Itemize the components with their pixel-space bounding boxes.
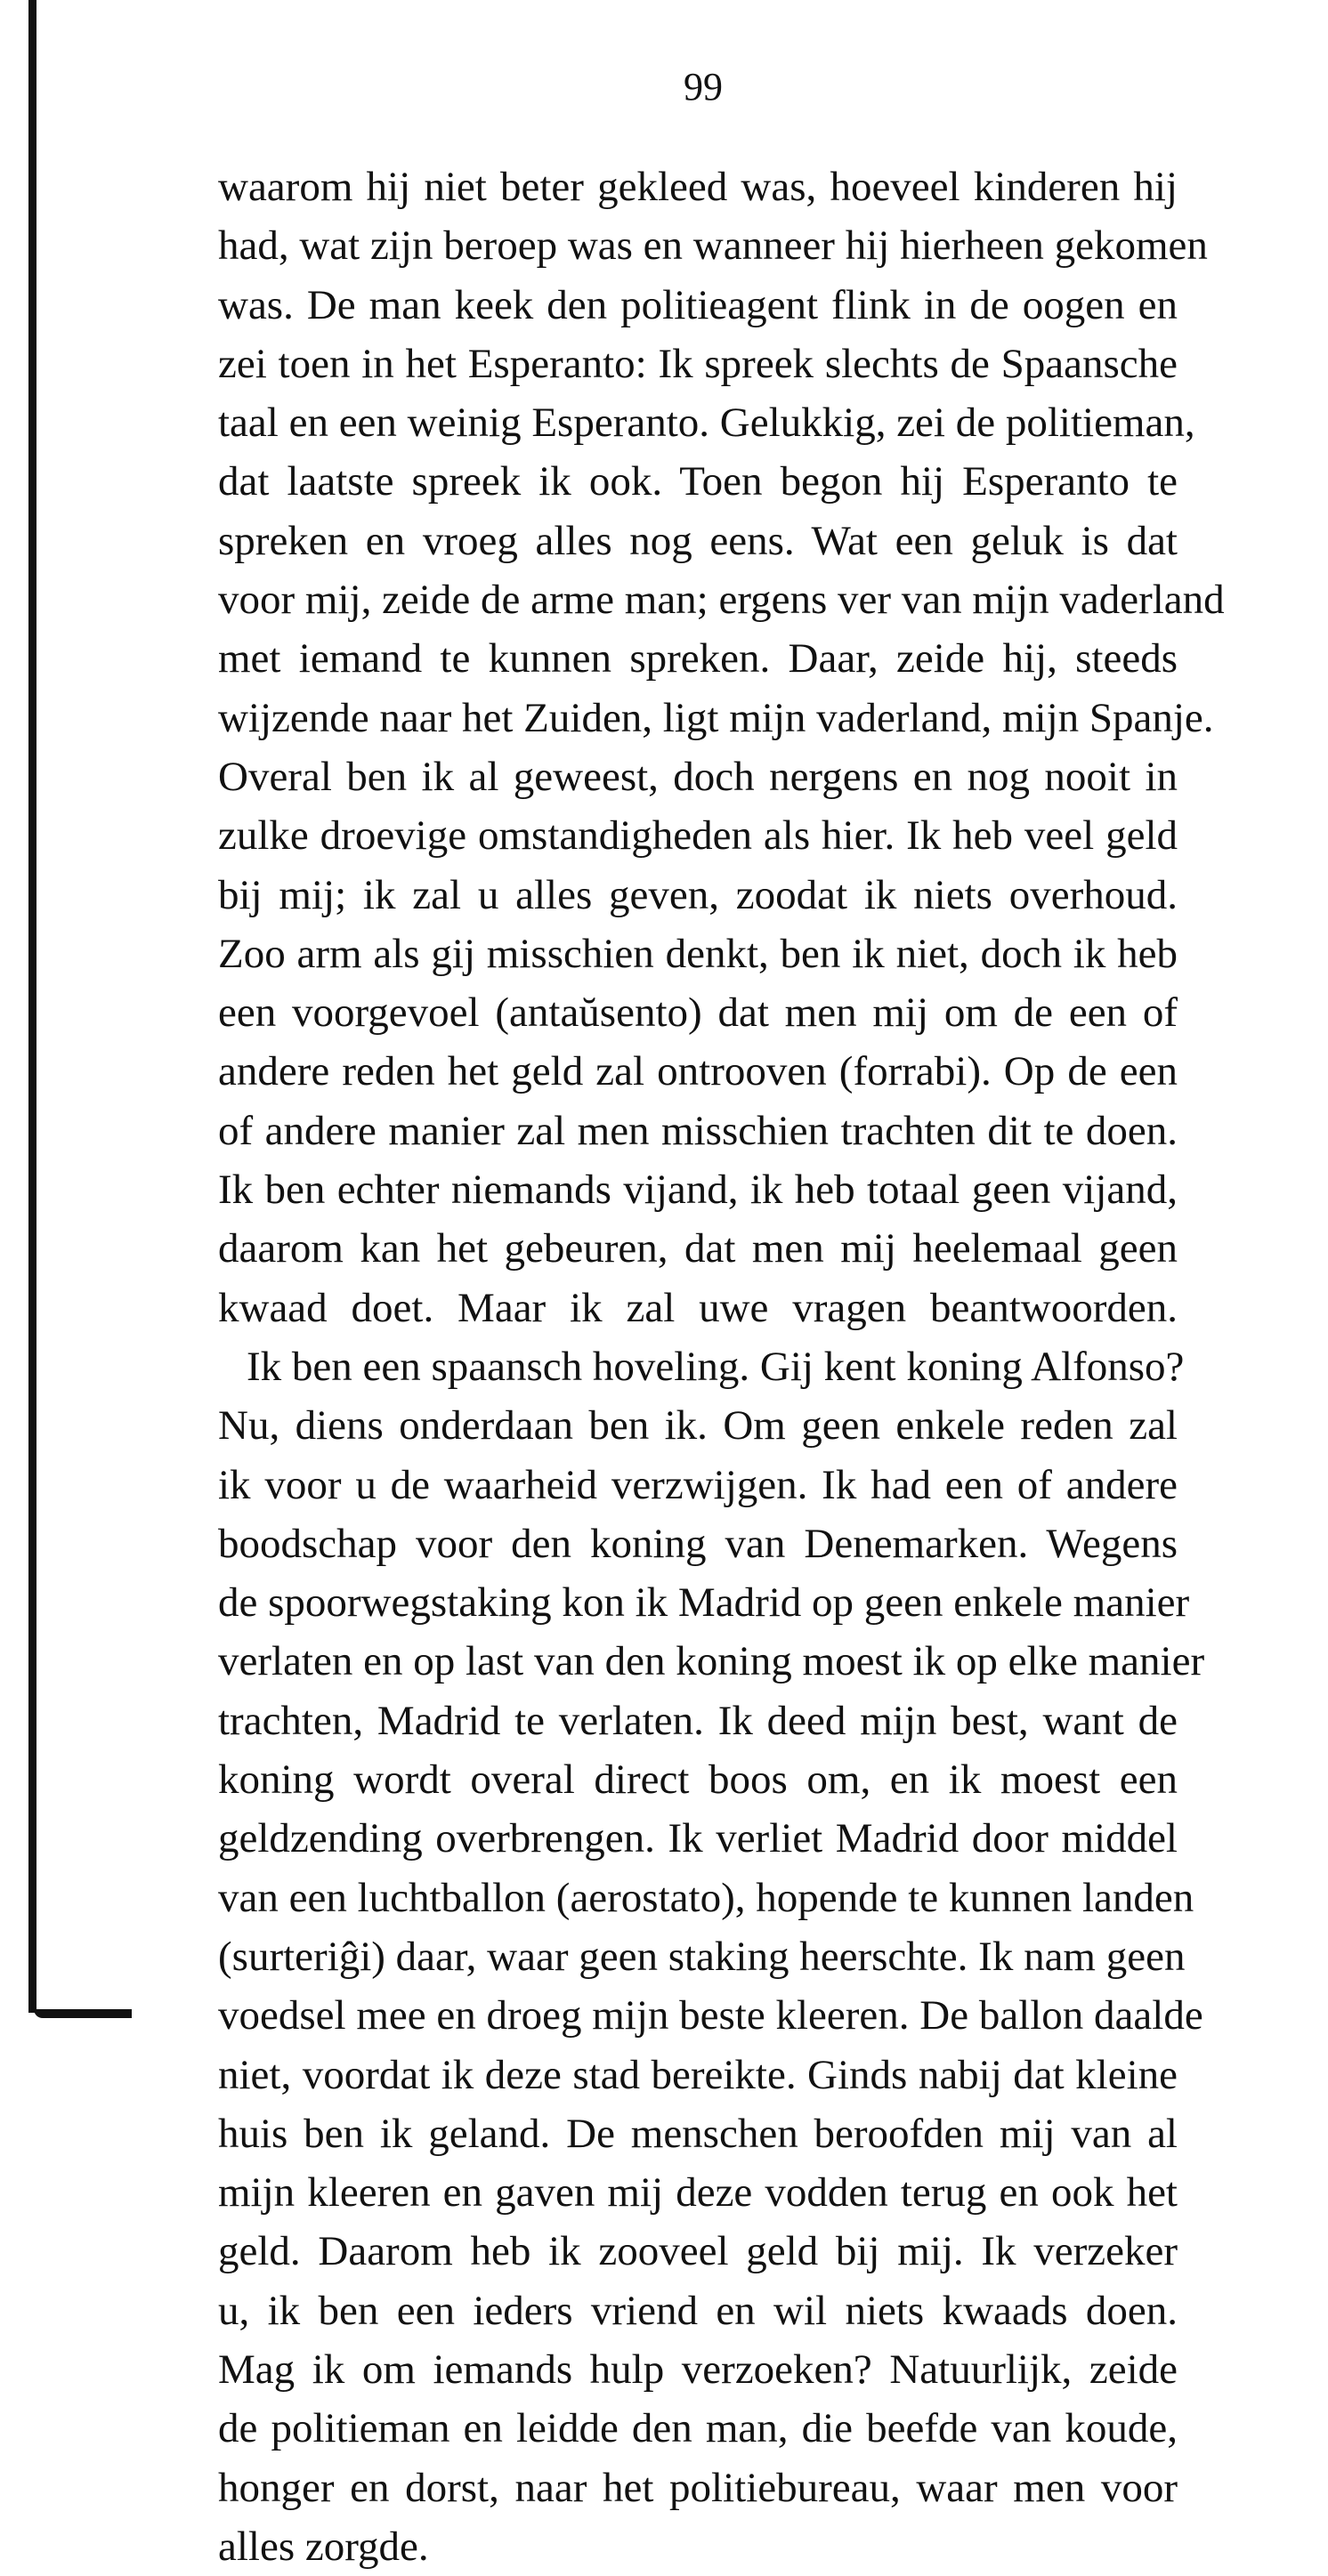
- text-line: Ik ben echter niemands vijand, ik heb totaal geen vijand,: [218, 1167, 1178, 1214]
- text-line: dat laatste spreek ik ook. Toen begon hij Esperanto te: [218, 458, 1178, 505]
- text-line: de politieman en leidde den man, die beefde van koude,: [218, 2405, 1178, 2452]
- text-line: Overal ben ik al geweest, doch nergens en nog nooit in: [218, 753, 1178, 800]
- text-line: zulke droevige omstandigheden als hier. Ik heb veel geld: [218, 812, 1178, 860]
- text-line: kwaad doet. Maar ik zal uwe vragen beantwoorden.: [218, 1284, 1178, 1331]
- book-binding-edge: [28, 0, 36, 2013]
- text-line: of andere manier zal men misschien trachten dit te doen.: [218, 1107, 1178, 1154]
- text-line: met iemand te kunnen spreken. Daar, zeide hij, steeds: [218, 635, 1178, 682]
- text-line: verlaten en op last van den koning moest ik op elke manier: [218, 1638, 1205, 1685]
- text-line: (surteriĝi) daar, waar geen staking heerschte. Ik nam geen: [218, 1933, 1186, 1980]
- text-line: mijn kleeren en gaven mij deze vodden terug en ook het: [218, 2169, 1178, 2217]
- text-line: spreken en vroeg alles nog eens. Wat een geluk is dat: [218, 517, 1178, 564]
- body-text: [218, 157, 1225, 2576]
- text-line: andere reden het geld zal ontrooven (forrabi). Op de een: [218, 1048, 1178, 1095]
- text-line: had, wat zijn beroep was en wanneer hij hierheen gekomen: [218, 222, 1208, 270]
- text-line: boodschap voor den koning van Denemarken. Wegens: [218, 1520, 1178, 1567]
- text-line: de spoorwegstaking kon ik Madrid op geen enkele manier: [218, 1579, 1190, 1627]
- text-line: een voorgevoel (antaŭsento) dat men mij om de een of: [218, 989, 1178, 1037]
- text-line: Zoo arm als gij misschien denkt, ben ik niet, doch ik heb: [218, 930, 1178, 977]
- text-line: wijzende naar het Zuiden, ligt mijn vaderland, mijn Spanje.: [218, 694, 1214, 741]
- text-line: koning wordt overal direct boos om, en ik moest een: [218, 1756, 1178, 1804]
- text-line: zei toen in het Esperanto: Ik spreek slechts de Spaansche: [218, 340, 1178, 387]
- text-line: geldzending overbrengen. Ik verliet Madrid door middel: [218, 1815, 1178, 1862]
- book-binding-corner: [34, 2009, 132, 2018]
- text-line: trachten, Madrid te verlaten. Ik deed mijn best, want de: [218, 1697, 1178, 1744]
- text-line: van een luchtballon (aerostato), hopende te kunnen landen: [218, 1874, 1194, 1921]
- text-line: u, ik ben een ieders vriend en wil niets kwaads doen.: [218, 2287, 1178, 2334]
- text-line: ik voor u de waarheid verzwijgen. Ik had een of andere: [218, 1461, 1178, 1508]
- page-number: 99: [684, 65, 723, 109]
- text-line: taal en een weinig Esperanto. Gelukkig, zei de politieman,: [218, 400, 1195, 447]
- text-line: Ik ben een spaansch hoveling. Gij kent koning Alfonso?: [247, 1343, 1185, 1390]
- text-line: was. De man keek den politieagent flink in de oogen en: [218, 281, 1178, 328]
- text-line: honger en dorst, naar het politiebureau, waar men voor: [218, 2464, 1178, 2511]
- text-line: Mag ik om iemands hulp verzoeken? Natuurlijk, zeide: [218, 2346, 1178, 2393]
- text-line: voedsel mee en droeg mijn beste kleeren. De ballon daalde: [218, 1992, 1203, 2039]
- text-line: huis ben ik geland. De menschen beroofden mij van al: [218, 2110, 1178, 2157]
- text-line: alles zorgde.: [218, 2523, 429, 2570]
- text-line: bij mij; ik zal u alles geven, zoodat ik niets overhoud.: [218, 871, 1178, 918]
- text-line: geld. Daarom heb ik zooveel geld bij mij. Ik verzeker: [218, 2228, 1178, 2275]
- text-line: waarom hij niet beter gekleed was, hoeveel kinderen hij: [218, 164, 1178, 210]
- text-line: Nu, diens onderdaan ben ik. Om geen enkele reden zal: [218, 1402, 1178, 1450]
- text-line: daarom kan het gebeuren, dat men mij heelemaal geen: [218, 1225, 1178, 1272]
- text-line: voor mij, zeide de arme man; ergens ver van mijn vaderland: [218, 577, 1225, 624]
- text-line: niet, voordat ik deze stad bereikte. Ginds nabij dat kleine: [218, 2051, 1178, 2098]
